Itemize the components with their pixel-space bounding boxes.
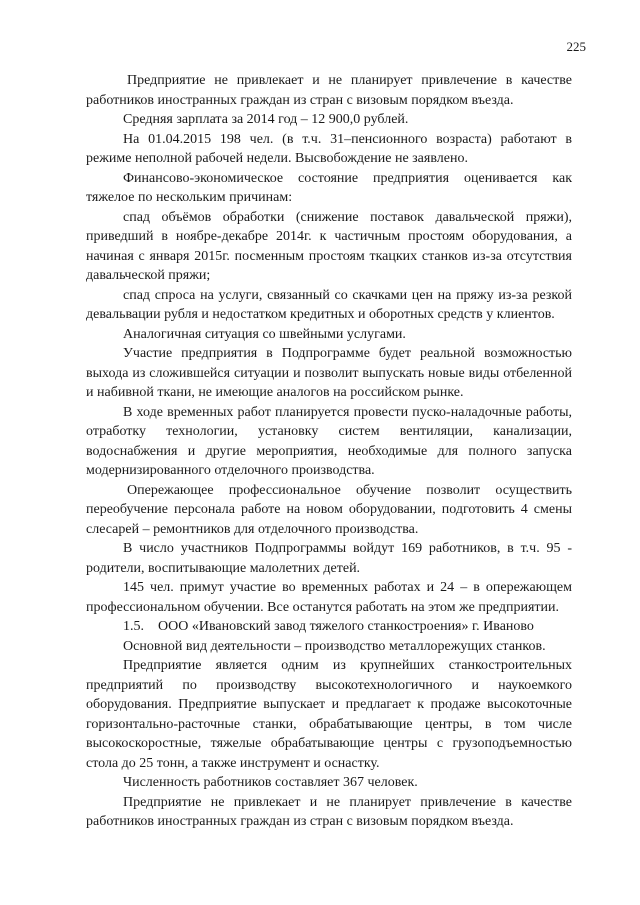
paragraph-participation-split: 145 чел. примут участие во временных работах и 24 – в опережающем профессиональном обучении. Все останутся работать на этом же предприятии.: [86, 580, 572, 615]
paragraph-advance-training: Опережающее профессиональное обучение позволит осуществить переобучение персонала работе на новом оборудовании, подготовить 4 смены слесарей – ремонтников для отделочного производства.: [86, 482, 572, 537]
section-heading-ivanovo-plant: 1.5. ООО «Ивановский завод тяжелого станкостроения» г. Иваново: [123, 619, 534, 634]
paragraph-headcount: Численность работников составляет 367 человек.: [123, 775, 418, 790]
paragraph-program-participation: Участие предприятия в Подпрограмме будет реальной возможностью выхода из сложившейся ситуации и позволит выпускать новые виды отбеленной и набивной ткани, не имеющие аналогов на российском рынке.: [86, 346, 572, 400]
paragraph-main-activity: Основной вид деятельности – производство металлорежущих станков.: [123, 638, 546, 654]
paragraph-temporary-works: В ходе временных работ планируется провести пуско-наладочные работы, отработку технологии, установку систем вентиляции, канализации, водоснабжения и другие мероприятия, необходимые для полного запуска модернизированного отделочного производства.: [86, 404, 572, 478]
paragraph-company-description: Предприятие является одним из крупнейших станкостроительных предприятий по производству высокотехнологичного и наукоемкого оборудования. Предприятие выпускает и предлагает к продаже высокоточные горизонтально-расточные станки, обрабатывающие центры, в том числе высокоскоростные, тяжелые обрабатывающие центры с грузоподъемностью стола до 25 тонн, а также инструмент и оснастку.: [86, 658, 572, 771]
document-body: [86, 71, 572, 832]
paragraph-demand-decline: спад спроса на услуги, связанный со скачками цен на пряжу из-за резкой девальвации рубля и недостатком кредитных и оборотных средств у клиентов.: [86, 287, 572, 322]
paragraph-processing-decline: спад объёмов обработки (снижение поставок давальческой пряжи), приведший в ноябре-декабре 2014г. к частичным простоям оборудования, а начиная с января 2015г. посменным простоям ткацких станков из-за отсутствия давальческой пряжи;: [86, 209, 572, 283]
paragraph-average-salary: Средняя зарплата за 2014 год – 12 900,0 рублей.: [123, 112, 409, 127]
paragraph-foreign-workers-2: Предприятие не привлекает и не планирует привлечение в качестве работников иностранных граждан из стран с визовым порядком въезда.: [86, 794, 572, 829]
paragraph-part-time-staff: На 01.04.2015 198 чел. (в т.ч. 31–пенсионного возраста) работают в режиме неполной рабочей недели. Высвобождение не заявлено.: [86, 131, 572, 166]
paragraph-financial-state: Финансово-экономическое состояние предприятия оценивается как тяжелое по нескольким причинам:: [86, 170, 572, 205]
paragraph-foreign-workers: Предприятие не привлекает и не планирует привлечение в качестве работников иностранных граждан из стран с визовым порядком въезда.: [86, 73, 572, 108]
paragraph-participants-count: В число участников Подпрограммы войдут 169 работников, в т.ч. 95 - родители, воспитывающие малолетних детей.: [86, 541, 572, 576]
paragraph-sewing-services: Аналогичная ситуация со швейными услугами.: [123, 326, 406, 342]
page-number: 225: [566, 39, 586, 54]
